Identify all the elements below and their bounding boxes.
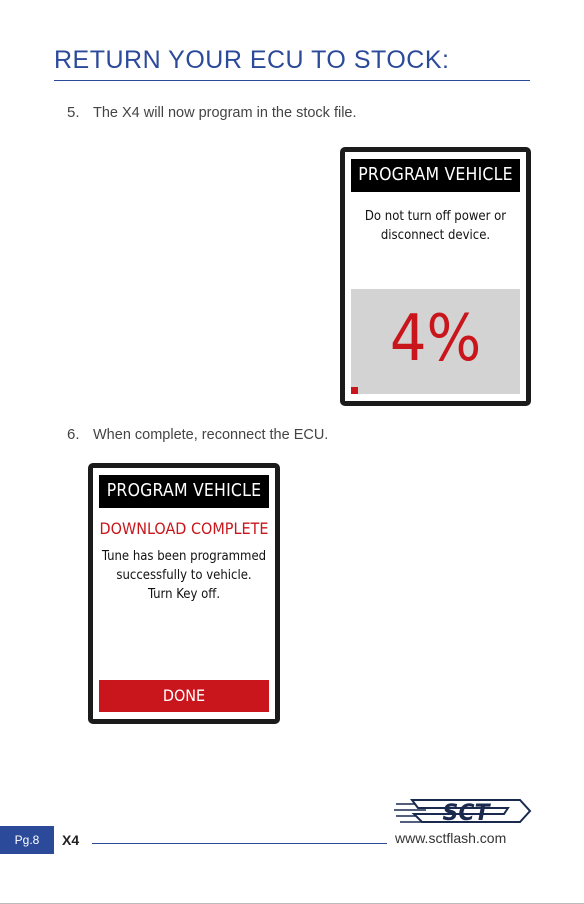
step-text: When complete, reconnect the ECU. bbox=[93, 427, 329, 443]
step-number: 6. bbox=[67, 426, 80, 443]
message-line: Tune has been programmed bbox=[101, 549, 267, 564]
screen-complete-message bbox=[99, 547, 269, 604]
progress-percent: 4% bbox=[389, 302, 482, 376]
page-title: RETURN YOUR ECU TO STOCK: bbox=[54, 46, 450, 74]
download-status: DOWNLOAD COMPLETE bbox=[99, 519, 269, 538]
done-button[interactable]: DONE bbox=[99, 680, 269, 712]
progress-bar bbox=[351, 387, 520, 394]
device-screen-programming bbox=[340, 147, 531, 406]
message-line: disconnect device. bbox=[380, 228, 491, 243]
progress-bar-fill bbox=[351, 387, 358, 394]
screen-warning-message bbox=[351, 207, 520, 245]
title-underline bbox=[54, 80, 530, 81]
footer-rule bbox=[92, 843, 387, 844]
model-name: X4 bbox=[62, 832, 80, 848]
screen-header: PROGRAM VEHICLE bbox=[99, 475, 269, 508]
step-text: The X4 will now program in the stock file. bbox=[93, 105, 357, 121]
step-number: 5. bbox=[67, 104, 80, 121]
sct-logo bbox=[392, 794, 532, 828]
progress-panel bbox=[351, 289, 520, 394]
step-5 bbox=[67, 104, 357, 121]
website-url: www.sctflash.com bbox=[395, 830, 507, 846]
message-line: Turn Key off. bbox=[147, 587, 221, 602]
device-screen-complete bbox=[88, 463, 280, 724]
screen-header: PROGRAM VEHICLE bbox=[351, 159, 520, 192]
message-line: Do not turn off power or bbox=[364, 209, 507, 224]
logo-text: SCT bbox=[442, 801, 490, 826]
step-6 bbox=[67, 426, 328, 443]
page-number: Pg.8 bbox=[0, 826, 54, 854]
message-line: successfully to vehicle. bbox=[116, 568, 252, 583]
